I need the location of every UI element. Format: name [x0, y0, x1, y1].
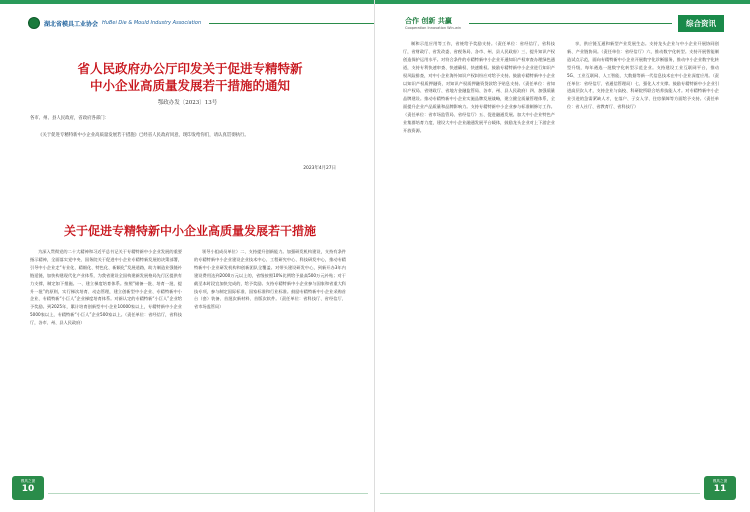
measures-title: 关于促进专精特新中小企业高质量发展若干措施	[63, 224, 316, 238]
left-column-2-text: 领导小组成员单位）二、支持提升创新能力。加强研发机构建设，支持有条件的专精特新中小企业建设企业技术中心、工程研究中心、科技研发中心，推动专精特新中小企业研发机构和创新团队全覆盖。对带头建设研发中心，到新开办3年内建设费用达到2000万元以上的，省级按照10%比例给予最高500万元补贴；对于截至本时段宜加快完成的，给予奖励。支持专精特新中小企业参与国家和省重大科技专项，参与制定国际标准、国家标准和行业标准。鼓励专精特新中小企业采购首台（套）装备、首批次新材料、首版次软件。（责任单位：省科技厅、省经信厅、省市场监管局）	[194, 249, 346, 310]
right-page	[375, 0, 750, 512]
page-number: 11	[713, 484, 727, 494]
association-logo-icon	[28, 17, 40, 29]
header-divider	[209, 23, 374, 24]
header-accent-bar	[0, 0, 375, 4]
right-column-2	[567, 40, 719, 472]
left-column-2	[194, 248, 346, 468]
header-divider	[469, 23, 672, 24]
right-footer	[704, 476, 736, 504]
slogan-block	[405, 16, 461, 30]
right-header	[375, 14, 724, 32]
left-column-1-text: 为深入贯彻党的二十大精神和习近平总书记关于专精特新中小企业发展的重要指示精神，全面落实党中央、国务院关于促进中小企业专精特新发展的决策部署，引导中小企业走“专业化、精细化、特色化、新颖化”发展道路，助力制造业强链补链延链，加快构建现代化产业体系，为我省建设全国构建新发展格局先行区提供有力支撑，制定如下措施。一、建立梯度培育体系。按照“储备一批、培育一批、提升一批”的原则，实行梯次培育、动态管理，建立创新型中小企业、专精特新中小企业、专精特新“小巨人”企业梯度培育体系。对新认定的专精特新“小巨人”企业给予奖励。到2025年，累计培育创新型中小企业10000家以上，专精特新中小企业5000家以上，专精特新“小巨人”企业500家以上。（责任单位：省经信厅，省科技厅，各市、州、县人民政府）	[30, 249, 182, 326]
notice-intro: 《关于促进专精特新中小企业高质量发展若干措施》已经省人民政府同意，现印发给你们，请认真贯彻执行。	[38, 133, 249, 138]
right-column-2-text: 享，供应链互通和新型产业发展生态。支持龙头企业与中小企业开展协同创新、产业链协同。（责任单位：省经信厅）六、推动数字化转型。支持开展智能制造试点示范，面向专精特新中小企业开展数字化诊断服务，推动中小企业数字化转型升级，每年遴选一批数字化转型示范企业。支持建设工业互联网平台，推动5G、工业互联网、人工智能、大数据等新一代信息技术在中小企业深度应用。（责任单位：省经信厅、省通信管理局）七、强化人才支撑。鼓励专精特新中小企业引进高层次人才，支持企业与高校、科研院所联合培养技能人才。对专精特新中小企业引进的急需紧缺人才，在落户、子女入学、住房保障等方面给予支持。（责任单位：省人社厅、省教育厅、省科技厅）	[567, 41, 719, 110]
page-number-badge	[704, 476, 736, 500]
right-column-1-text: 制和示范应用等工作，省统给予奖励支持。（责任单位：省经信厅，省科技厅，省财政厅、省发改委、省税务局、各市、州、县人民政府）三、提升知识产权创造保护运用水平。对符合条件的专精特新中小企业开通知识产权审查办理绿色通道，支持专利快速审查、快速确权、快速维权。鼓励专精特新中小企业进行知识产权风险排查，对中小企业海外知识产权纠纷应对给予支持。鼓励专精特新中小企业以知识产权质押融资，对知识产权质押融资贷款给予贴息支持。（责任单位：省知识产权局、省财政厅、省地方金融监管局、各市、州、县人民政府）四、加强质量品牌建设。推动专精特新中小企业实施品牌发展战略，建立健全质量管理体系，全面提升企业产品质量和品牌影响力。支持专精特新中小企业参与标准制修订工作。（责任单位：省市场监管局、省经信厅）五、促进融通发展。加大中小企业特色产业集群培育力度，建设大中小企业融通发展平台载体，鼓励龙头企业对上下游企业开放资源。	[403, 41, 555, 133]
left-column-1	[30, 248, 182, 468]
header-accent-bar	[375, 0, 750, 4]
document-number: 鄂政办发〔2023〕13号	[157, 100, 218, 106]
page-label: 模具之窗	[20, 479, 36, 483]
notice-title-line1: 省人民政府办公厅印发关于促进专精特新	[77, 61, 303, 76]
left-footer	[12, 476, 44, 504]
page-number: 10	[21, 484, 35, 494]
association-name-en: HuBei Die & Mould Industry Association	[102, 20, 202, 26]
page-number-badge	[12, 476, 44, 500]
right-column-1	[403, 40, 555, 472]
slogan-en: Cooperation Innovation Win-win	[405, 26, 462, 30]
page-label: 模具之窗	[712, 479, 728, 483]
slogan-cn: 合作 创新 共赢	[405, 17, 452, 25]
association-name-cn: 湖北省模具工业协会	[44, 20, 99, 28]
addressee: 各市、州、县人民政府，省政府各部门：	[30, 116, 110, 121]
notice-date: 2023年4月27日	[303, 166, 336, 171]
notice-title	[40, 60, 340, 94]
footer-line	[48, 493, 368, 494]
left-header	[28, 14, 374, 32]
notice-title-line2: 中小企业高质量发展若干措施的通知	[89, 78, 290, 93]
footer-line	[380, 493, 700, 494]
section-badge: 综合资讯	[678, 15, 724, 32]
